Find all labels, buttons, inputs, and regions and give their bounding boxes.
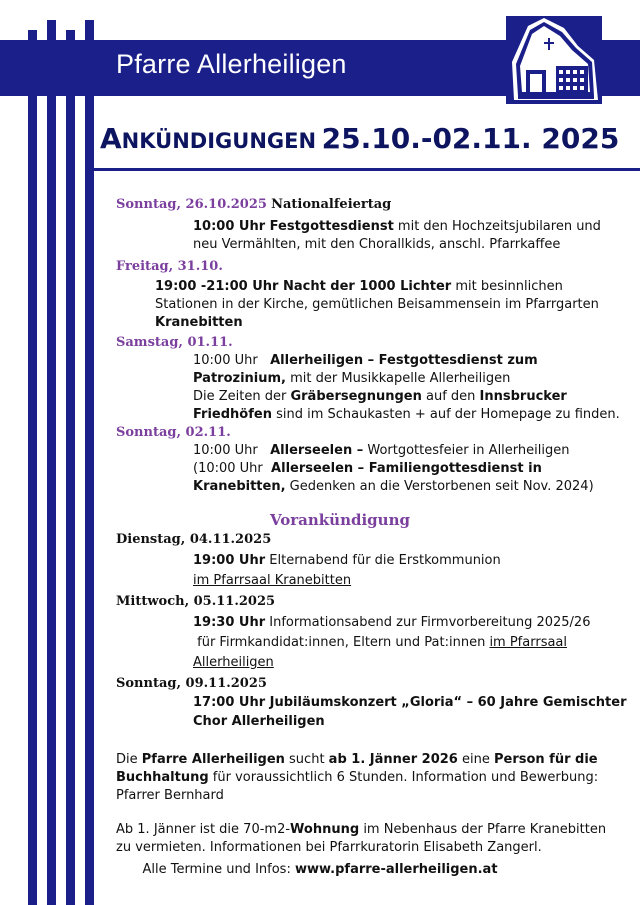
day-2-line-3: Kranebitten <box>155 315 243 330</box>
day-4-line-2: (10:00 Uhr Allerseelen – Familiengottesdienst in <box>193 461 542 476</box>
day-3-line-1: 10:00 Uhr Allerheiligen – Festgottesdienst zum <box>193 353 538 368</box>
preview-2-line-1: 19:30 Uhr Informationsabend zur Firmvorbereitung 2025/26 <box>193 615 591 630</box>
preview-heading: Vorankündigung <box>270 511 410 529</box>
day-3-line-2: Patrozinium, mit der Musikkapelle Allerheiligen <box>193 371 511 386</box>
website-link[interactable]: www.pfarre-allerheiligen.at <box>294 862 498 877</box>
day-4-line-1: 10:00 Uhr Allerseelen – Wortgottesfeier in Allerheiligen <box>193 443 570 458</box>
day-4-line-3: Kranebitten, Gedenken an die Verstorbenen seit Nov. 2024) <box>193 479 594 494</box>
preview-1-date: Dienstag, 04.11.2025 <box>116 532 272 547</box>
preview-3-line-1: 17:00 Uhr Jubiläumskonzert „Gloria“ – 60 Jahre Gemischter <box>193 695 627 710</box>
footer: Alle Termine und Infos: www.pfarre-allerheiligen.at <box>142 862 498 877</box>
day-entry-2-date: Freitag, 31.10. <box>116 259 223 274</box>
day-entry-4-date: Sonntag, 02.11. <box>116 425 231 440</box>
notice-1-line-2: Buchhaltung für voraussichtlich 6 Stunden. Information und Bewerbung: <box>116 770 599 785</box>
day-1-line-1: 10:00 Uhr Festgottesdienst mit den Hochzeitsjubilaren und <box>193 219 601 234</box>
page-heading: ANKÜNDIGUNGEN 25.10.-02.11. 2025 <box>100 122 620 155</box>
notice-2-line-2: zu vermieten. Informationen bei Pfarrkuratorin Elisabeth Zangerl. <box>116 840 542 855</box>
parish-title: Pfarre Allerheiligen <box>116 49 347 79</box>
preview-2-line-3: Allerheiligen <box>193 655 274 670</box>
preview-3-line-2: Chor Allerheiligen <box>193 714 325 729</box>
day-entry-3-date: Samstag, 01.11. <box>116 335 233 350</box>
notice-2-line-1: Ab 1. Jänner ist die 70-m2-Wohnung im Nebenhaus der Pfarre Kranebitten <box>116 822 607 837</box>
notice-1-line-3: Pfarrer Bernhard <box>116 788 224 803</box>
day-3-line-4: Friedhöfen sind im Schaukasten + auf der Homepage zu finden. <box>193 407 620 422</box>
preview-2-line-2: für Firmkandidat:innen, Eltern und Pat:innen im Pfarrsaal <box>193 635 568 650</box>
day-2-line-2: Stationen in der Kirche, gemütlichen Beisammensein im Pfarrgarten <box>155 297 599 312</box>
preview-1-line-2: im Pfarrsaal Kranebitten <box>193 573 352 588</box>
day-2-line-1: 19:00 -21:00 Uhr Nacht der 1000 Lichter mit besinnlichen <box>155 279 563 294</box>
notice-1-line-1: Die Pfarre Allerheiligen sucht ab 1. Jänner 2026 eine Person für die <box>116 752 598 767</box>
preview-3-date: Sonntag, 09.11.2025 <box>116 676 267 691</box>
day-entry-1: Sonntag, 26.10.2025 Nationalfeiertag <box>116 197 392 212</box>
day-3-line-3: Die Zeiten der Gräbersegnungen auf den Innsbrucker <box>193 389 567 404</box>
day-1-line-2: neu Vermählten, mit den Chorallkids, anschl. Pfarrkaffee <box>193 237 561 252</box>
preview-2-date: Mittwoch, 05.11.2025 <box>116 594 276 609</box>
preview-1-line-1: 19:00 Uhr Elternabend für die Erstkommunion <box>193 553 501 568</box>
